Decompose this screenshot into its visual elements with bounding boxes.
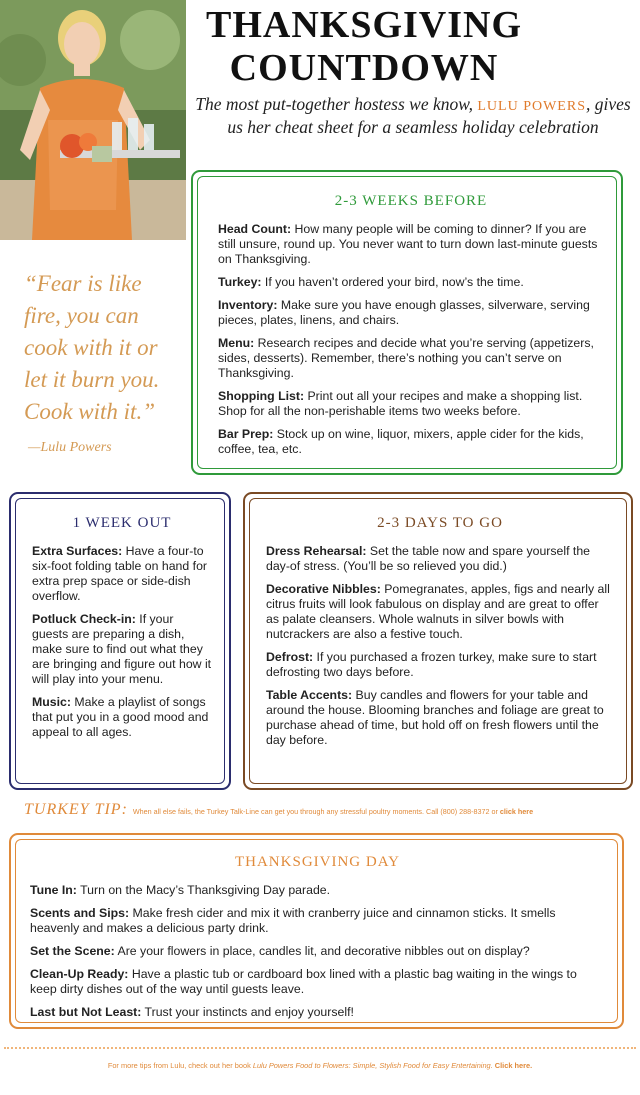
- item-label: Decorative Nibbles:: [266, 582, 381, 596]
- list-item: [266, 544, 614, 574]
- pull-quote: “Fear is like fire, you can cook with it or let it burn you. Cook with it.”: [24, 271, 160, 424]
- list-item: [266, 688, 614, 748]
- section-week-out: [9, 492, 231, 790]
- tip-text: When all else fails, the Turkey Talk-Line can get you through any stressful poultry moments. Call (800) 288-8372 or: [130, 807, 500, 816]
- item-label: Table Accents:: [266, 688, 353, 702]
- item-label: Last but Not Least:: [30, 1005, 142, 1019]
- subtitle-text-before: The most put-together hostess we know,: [195, 94, 478, 114]
- list-item: [32, 695, 212, 740]
- item-label: Music:: [32, 695, 71, 709]
- item-text: Have a four-to six-foot folding table on hand for extra prep space or side-dish overflow.: [32, 544, 208, 603]
- item-text: Print out all your recipes and make a shopping list. Shop for all the non-perishable items two weeks before.: [218, 389, 583, 418]
- list-item: [218, 336, 604, 381]
- item-label: Menu:: [218, 336, 255, 350]
- footer-divider: [4, 1047, 636, 1049]
- item-label: Shopping List:: [218, 389, 305, 403]
- tip-click-here-link[interactable]: click here: [499, 807, 534, 816]
- list-item: [30, 967, 605, 997]
- section-heading: 1 WEEK OUT: [72, 515, 172, 531]
- footer: [0, 1061, 640, 1070]
- item-text: Turn on the Macy’s Thanksgiving Day parade.: [76, 883, 331, 897]
- item-label: Defrost:: [266, 650, 314, 664]
- list-item: [218, 427, 604, 457]
- section-thanksgiving-day: [9, 833, 624, 1029]
- section-weeks-before: [191, 170, 623, 475]
- book-title: Lulu Powers Food to Flowers: Simple, Stylish Food for Easy Entertaining: [252, 1061, 491, 1070]
- item-text: Have a plastic tub or cardboard box lined with a plastic bag waiting in the wings to keep dirty dishes out of the way until guests leave.: [30, 967, 577, 996]
- list-item: [218, 222, 604, 267]
- list-item: [32, 612, 212, 687]
- item-text: Make a playlist of songs that put you in a good mood and appeal to all ages.: [32, 695, 209, 739]
- list-item: [30, 944, 605, 959]
- list-item: [218, 275, 604, 290]
- item-label: Tune In:: [30, 883, 77, 897]
- item-text: Set the table now and spare yourself the day-of stress. (You’ll be so relieved you did.): [266, 544, 591, 573]
- item-label: Potluck Check-in:: [32, 612, 136, 626]
- footer-text-before: For more tips from Lulu, check out her book: [107, 1061, 253, 1070]
- list-item: [32, 544, 212, 604]
- list-item: [30, 883, 605, 898]
- footer-text-after: .: [490, 1061, 495, 1070]
- item-label: Turkey:: [218, 275, 262, 289]
- list-item: [30, 906, 605, 936]
- item-label: Set the Scene:: [30, 944, 115, 958]
- item-text: Are your flowers in place, candles lit, and decorative nibbles out on display?: [114, 944, 530, 958]
- item-text: Trust your instincts and enjoy yourself!: [141, 1005, 354, 1019]
- item-text: If you purchased a frozen turkey, make sure to start defrosting two days before.: [266, 650, 597, 679]
- item-text: Make fresh cider and mix it with cranberry juice and cinnamon sticks. It smells heavenly and makes a delicious party drink.: [30, 906, 556, 935]
- section-heading: 2-3 DAYS TO GO: [377, 515, 503, 531]
- list-item: [30, 1005, 605, 1020]
- page-subtitle: [190, 94, 636, 138]
- quote-attribution: —Lulu Powers: [28, 440, 112, 455]
- item-text: If your guests are preparing a dish, make sure to find out what they are bringing and figure out how it will play into your menu.: [32, 612, 212, 686]
- section-days-to-go: [243, 492, 633, 790]
- subtitle-text-after: , gives us her cheat sheet for a seamless holiday celebration: [227, 94, 631, 137]
- item-label: Dress Rehearsal:: [266, 544, 367, 558]
- section-heading: 2-3 WEEKS BEFORE: [334, 193, 488, 209]
- item-text: If you haven’t ordered your bird, now’s the time.: [261, 275, 524, 289]
- list-item: [218, 389, 604, 419]
- footer-click-here-link[interactable]: Click here.: [494, 1061, 533, 1070]
- item-text: How many people will be coming to dinner? If you are still unsure, round up. You never want to turn down last-minute guests on Thanksgiving.: [218, 222, 598, 266]
- tip-label: TURKEY TIP:: [24, 801, 128, 818]
- item-text: Stock up on wine, liquor, mixers, apple cider for the kids, coffee, tea, etc.: [218, 427, 584, 456]
- list-item: [218, 298, 604, 328]
- item-text: Research recipes and decide what you’re serving (appetizers, sides, desserts). Remember, there’s nothing you can’t serve on Thanksgiving.: [218, 336, 594, 380]
- item-label: Extra Surfaces:: [32, 544, 123, 558]
- list-item: [266, 582, 614, 642]
- hostess-photo: [0, 0, 186, 240]
- page-title: THANKSGIVING COUNTDOWN: [205, 4, 523, 89]
- item-text: Make sure you have enough glasses, silverware, serving pieces, plates, linens, and chairs.: [218, 298, 590, 327]
- item-label: Inventory:: [218, 298, 278, 312]
- section-heading: THANKSGIVING DAY: [234, 854, 401, 870]
- item-label: Bar Prep:: [218, 427, 274, 441]
- item-text: Pomegranates, apples, figs and nearly all citrus fruits will look fabulous on display and are great to offer as palate cleansers. Whole walnuts in silver bowls with nutcrackers are also a festive touch.: [266, 582, 610, 641]
- turkey-tip: [24, 801, 634, 819]
- list-item: [266, 650, 614, 680]
- item-text: Buy candles and flowers for your table and around the house. Blooming branches and foliage are great to purchase ahead of time, but hold off on fresh flowers until the day before.: [266, 688, 604, 747]
- host-name: LULU POWERS: [477, 99, 586, 114]
- item-label: Head Count:: [218, 222, 292, 236]
- item-label: Scents and Sips:: [30, 906, 130, 920]
- item-label: Clean-Up Ready:: [30, 967, 129, 981]
